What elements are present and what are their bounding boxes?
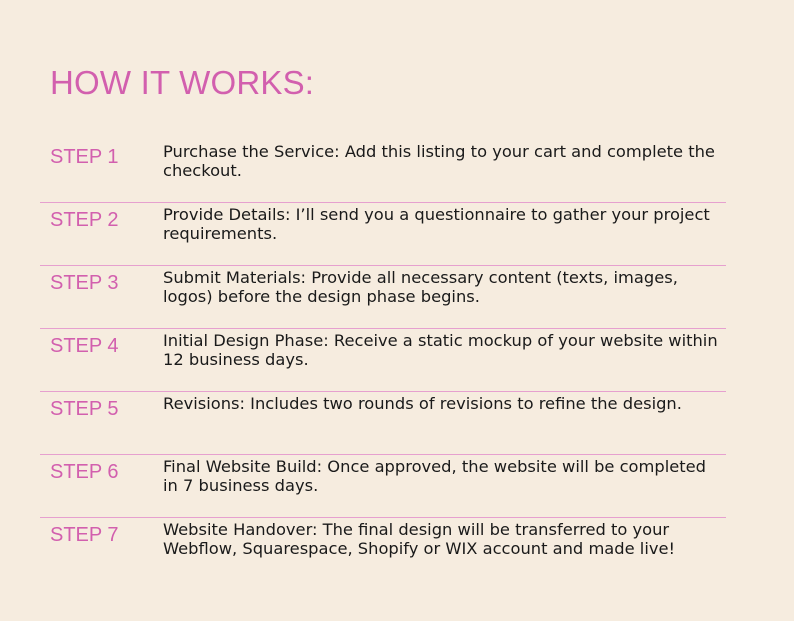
step-description: Purchase the Service: Add this listing to your cart and complete the checkout. <box>163 142 715 180</box>
step-description: Final Website Build: Once approved, the website will be completed in 7 business days. <box>163 457 706 495</box>
step-label: STEP 3 <box>50 272 119 294</box>
step-description: Submit Materials: Provide all necessary content (texts, images, logos) before the design phase begins. <box>163 268 678 306</box>
step-label: STEP 2 <box>50 209 119 231</box>
page-title: HOW IT WORKS: <box>50 64 315 101</box>
step-description: Initial Design Phase: Receive a static mockup of your website within 12 business days. <box>163 331 718 369</box>
steps-list <box>40 140 726 558</box>
step-label: STEP 7 <box>50 524 119 546</box>
step-row-2 <box>40 203 726 266</box>
step-label: STEP 1 <box>50 146 119 168</box>
step-row-5 <box>40 392 726 455</box>
step-row-4 <box>40 329 726 392</box>
step-label: STEP 5 <box>50 398 119 420</box>
step-row-6 <box>40 455 726 518</box>
step-label: STEP 6 <box>50 461 119 483</box>
step-description: Website Handover: The final design will be transferred to your Webflow, Squarespace, Shopify or WIX account and made live! <box>163 520 676 558</box>
step-row-7 <box>40 518 726 558</box>
step-row-3 <box>40 266 726 329</box>
step-description: Provide Details: I’ll send you a questionnaire to gather your project requirements. <box>163 205 710 243</box>
step-label: STEP 4 <box>50 335 119 357</box>
step-description: Revisions: Includes two rounds of revisions to refine the design. <box>163 394 682 413</box>
step-row-1 <box>40 140 726 203</box>
